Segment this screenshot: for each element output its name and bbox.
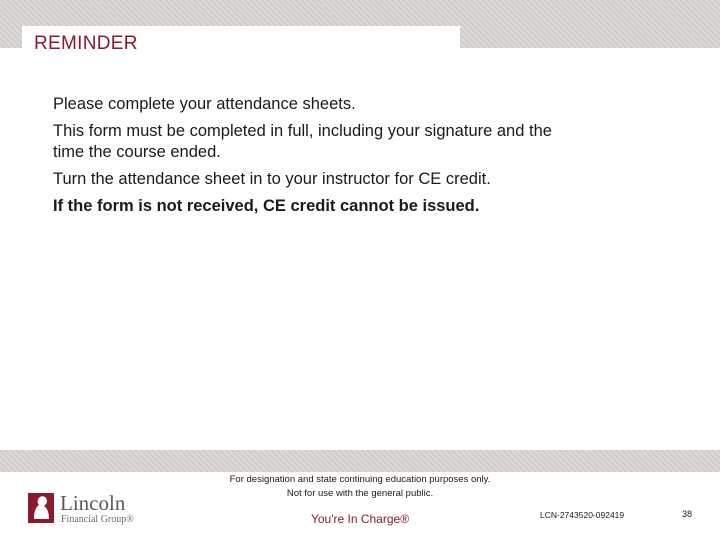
page-number: 38 [682,509,693,519]
logo-subtitle: Financial Group® [61,514,134,525]
slide-title: REMINDER [34,33,138,54]
tagline: You're In Charge® [310,512,410,526]
disclaimer-line-2: Not for use with the general public. [286,488,434,499]
document-code: LCN-2743520-092419 [540,510,625,520]
slide-body [53,94,613,223]
body-line-1: Please complete your attendance sheets. [53,95,356,113]
body-line-3: Turn the attendance sheet in to your instructor for CE credit. [53,170,491,188]
bottom-decorative-band [0,450,720,472]
logo-name: Lincoln [60,491,126,515]
body-line-2: This form must be completed in full, including your signature and the time the course ended. [53,122,552,161]
lincoln-logo [28,491,158,529]
disclaimer-line-1: For designation and state continuing education purposes only. [229,474,491,485]
body-line-4: If the form is not received, CE credit cannot be issued. [53,197,480,215]
footer-disclaimer [180,473,540,501]
lincoln-portrait-logo-icon [28,493,54,523]
